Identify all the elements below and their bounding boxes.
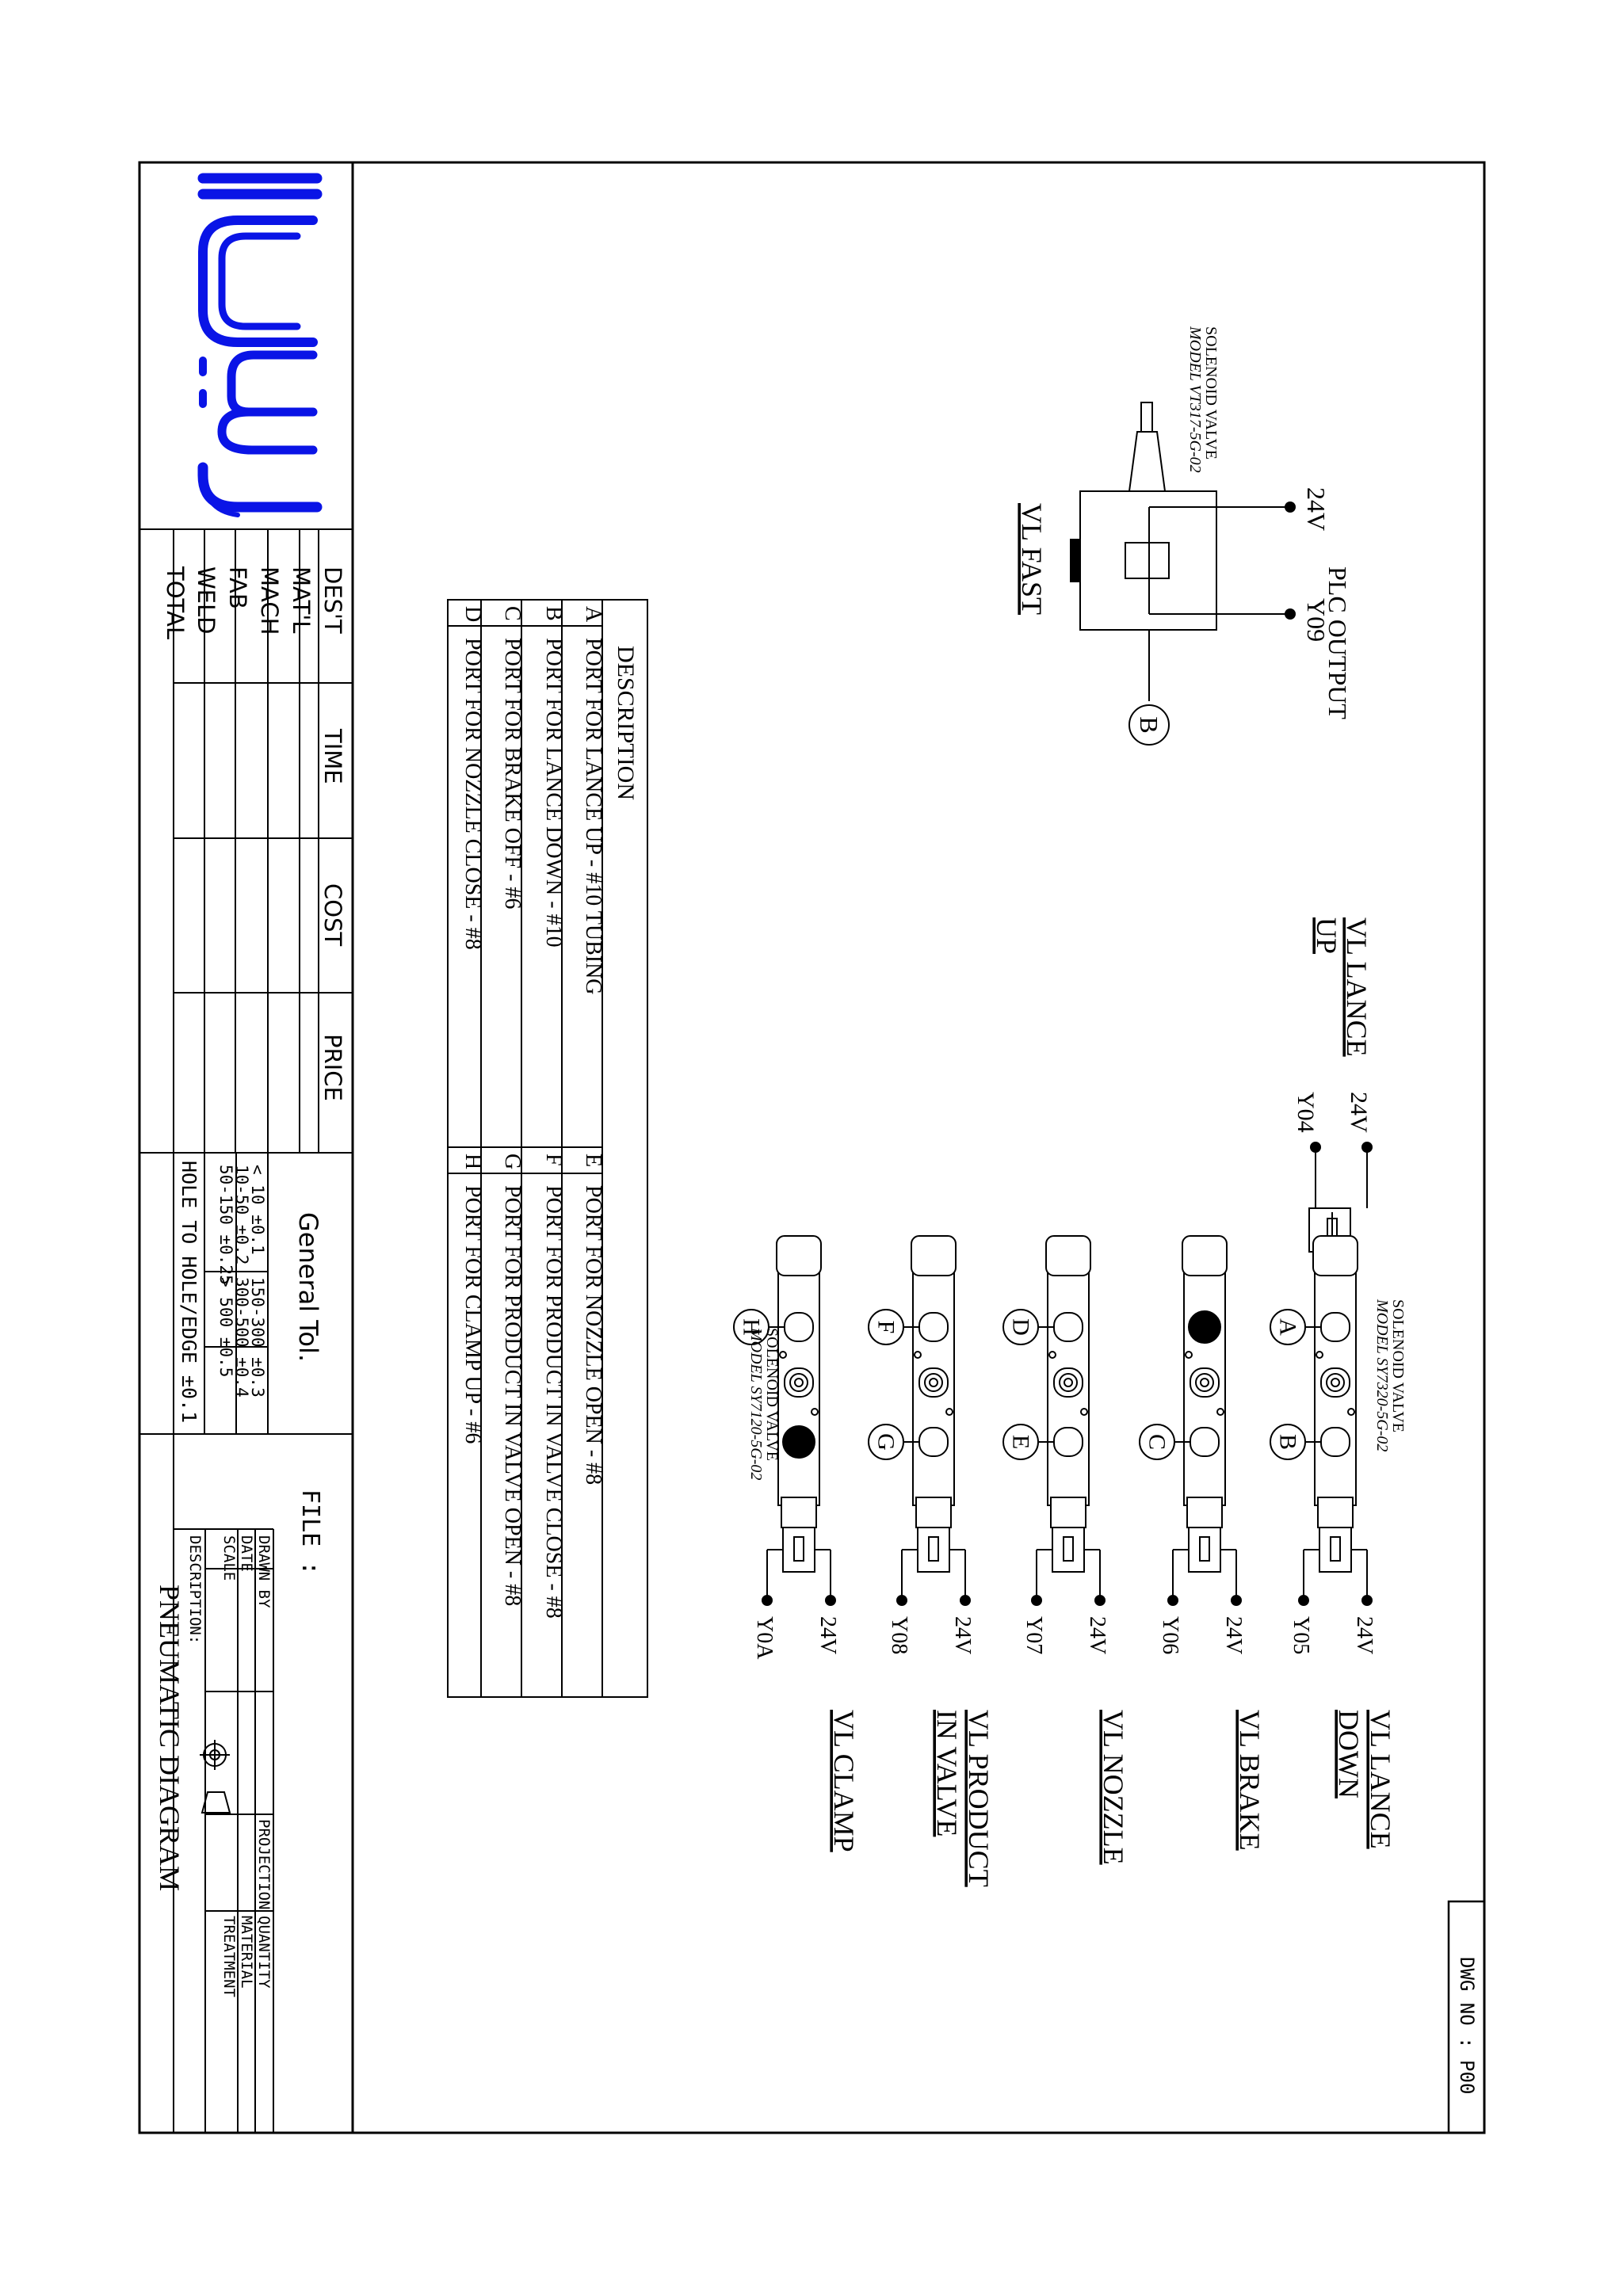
fast-plc-line2: Y09 <box>1302 598 1331 643</box>
legend-text-a: PORT FOR LANCE UP - #10 TUBING <box>581 638 605 995</box>
lance-up-output: Y04 <box>1293 1092 1319 1133</box>
valve-2 <box>1140 1236 1241 1605</box>
port-e: E <box>1007 1434 1034 1450</box>
dwg-no: DWG NO : P00 <box>1456 1957 1478 2095</box>
valve-5-voltage: 24V <box>815 1616 840 1655</box>
valve-4-output: Y08 <box>887 1616 911 1655</box>
port-g: G <box>873 1433 899 1451</box>
tol-r3c2: > 500 ±0.5 <box>216 1277 235 1378</box>
tol-r1c2: 150-300 ±0.3 <box>248 1277 267 1398</box>
legend-letter-f: F <box>541 1154 566 1166</box>
label-material: MATERIAL <box>238 1916 255 1989</box>
valve-1-voltage: 24V <box>1352 1616 1377 1655</box>
valve-3-label1: VL NOZZLE <box>1098 1710 1129 1865</box>
company-logo <box>203 178 317 515</box>
cost-row-weld: WELD <box>193 566 220 635</box>
label-projection: PROJECTION <box>255 1819 273 1910</box>
label-quantity: QUANTITY <box>255 1916 273 1989</box>
legend-header: DESCRIPTION <box>613 646 639 801</box>
valve-2-label1: VL BRAKE <box>1234 1710 1266 1851</box>
port-b: B <box>1274 1433 1301 1451</box>
lance-up-voltage: 24V <box>1346 1092 1372 1133</box>
top-model-line2: MODEL SY7320-5G-02 <box>1373 1299 1391 1452</box>
tolerance-title: General Tol. <box>293 1212 323 1363</box>
label-description: DESCRIPTION: <box>186 1535 204 1645</box>
valve-4-label2: IN VALVE <box>931 1710 963 1837</box>
tol-r2c2: 300-500 ±0.4 <box>232 1277 251 1398</box>
cost-header-cost: COST <box>319 883 346 947</box>
legend-text-f: PORT FOR PRODUCT IN VALVE CLOSE - #8 <box>541 1185 566 1619</box>
valve-fast <box>1070 402 1296 745</box>
fast-plc-line1: PLC OUTPUT <box>1323 566 1352 719</box>
valve-2-voltage: 24V <box>1221 1616 1246 1655</box>
legend-text-c: PORT FOR BRAKE OFF - #6 <box>500 638 525 910</box>
valve-1-label1: VL LANCE <box>1365 1710 1396 1849</box>
outer-border <box>139 162 1484 2133</box>
port-f: F <box>873 1320 899 1334</box>
port-d: D <box>1007 1318 1034 1336</box>
cost-header-dest: DES'T <box>319 566 346 634</box>
legend-text-g: PORT FOR PRODUCT IN VALVE OPEN - #8 <box>500 1185 525 1607</box>
label-drawn-by: DRAWN BY <box>255 1535 273 1608</box>
legend-text-d: PORT FOR NOZZLE CLOSE - #8 <box>460 638 485 950</box>
bottom-model-line1: SOLENOID VALVE <box>763 1328 781 1461</box>
legend-letter-c: C <box>500 606 525 621</box>
legend-letter-h: H <box>460 1154 485 1170</box>
valve-3-voltage: 24V <box>1085 1616 1109 1655</box>
label-scale: SCALE <box>220 1535 238 1581</box>
fast-voltage: 24V <box>1302 487 1331 532</box>
tol-r2c1: 10-50 ±0.2 <box>232 1165 251 1265</box>
cost-row-mach: MACH <box>256 566 283 635</box>
top-model-line1: SOLENOID VALVE <box>1389 1299 1407 1432</box>
legend-letter-d: D <box>460 606 485 623</box>
valve-3-output: Y07 <box>1022 1616 1046 1655</box>
port-a: A <box>1274 1318 1301 1336</box>
valve-1-output: Y05 <box>1289 1616 1313 1655</box>
valve-3 <box>1003 1236 1105 1605</box>
fast-model-line2: MODEL VT317-5G-02 <box>1186 326 1204 473</box>
tol-hole: HOLE TO HOLE/EDGE ±0.1 <box>178 1161 200 1424</box>
valve-2-output: Y06 <box>1158 1616 1182 1655</box>
valve-4 <box>869 1236 970 1605</box>
projection-symbol-icon <box>200 1740 230 1813</box>
fast-port-b: B <box>1135 716 1163 734</box>
legend-letter-g: G <box>500 1154 525 1170</box>
legend-letter-a: A <box>581 606 605 623</box>
valve-1 <box>1270 1236 1372 1605</box>
fast-label: VL FAST <box>1016 503 1048 616</box>
legend-letter-e: E <box>581 1154 605 1168</box>
tol-r3c1: 50-150 ±0.25 <box>216 1165 235 1285</box>
lance-up-label2: UP <box>1311 917 1342 955</box>
label-date: DATE <box>238 1535 255 1572</box>
cost-header-time: TIME <box>319 729 346 784</box>
valve-4-voltage: 24V <box>950 1616 975 1655</box>
fast-model-line1: SOLENOID VALVE <box>1202 326 1220 460</box>
valve-5-label1: VL CLAMP <box>828 1710 860 1852</box>
file-label: FILE : <box>296 1489 324 1576</box>
valve-5-output: Y0A <box>752 1616 777 1660</box>
legend-letter-b: B <box>541 606 566 621</box>
bottom-model-line2: MODEL SY7120-5G-02 <box>747 1328 765 1481</box>
port-h: H <box>738 1318 765 1336</box>
cost-row-fab: FAB <box>224 566 251 609</box>
port-c: C <box>1144 1433 1170 1451</box>
cost-row-total: TOTAL <box>162 566 189 639</box>
legend-text-e: PORT FOR NOZZLE OPEN - #8 <box>581 1185 605 1486</box>
valve-1-label2: DOWN <box>1333 1710 1365 1798</box>
tol-r1c1: < 10 ±0.1 <box>248 1165 267 1255</box>
cost-row-matl: MAT'L <box>288 566 315 634</box>
lance-up-label1: VL LANCE <box>1341 917 1373 1057</box>
legend-text-b: PORT FOR LANCE DOWN - #10 <box>541 638 566 948</box>
valve-4-label1: VL PRODUCT <box>963 1710 995 1887</box>
legend-text-h: PORT FOR CLAMP UP - #6 <box>460 1185 485 1444</box>
label-treatment: TREATMENT <box>220 1916 238 1997</box>
cost-header-price: PRICE <box>319 1034 346 1101</box>
drawing-title: PNEUMATIC DIAGRAM <box>154 1585 185 1892</box>
